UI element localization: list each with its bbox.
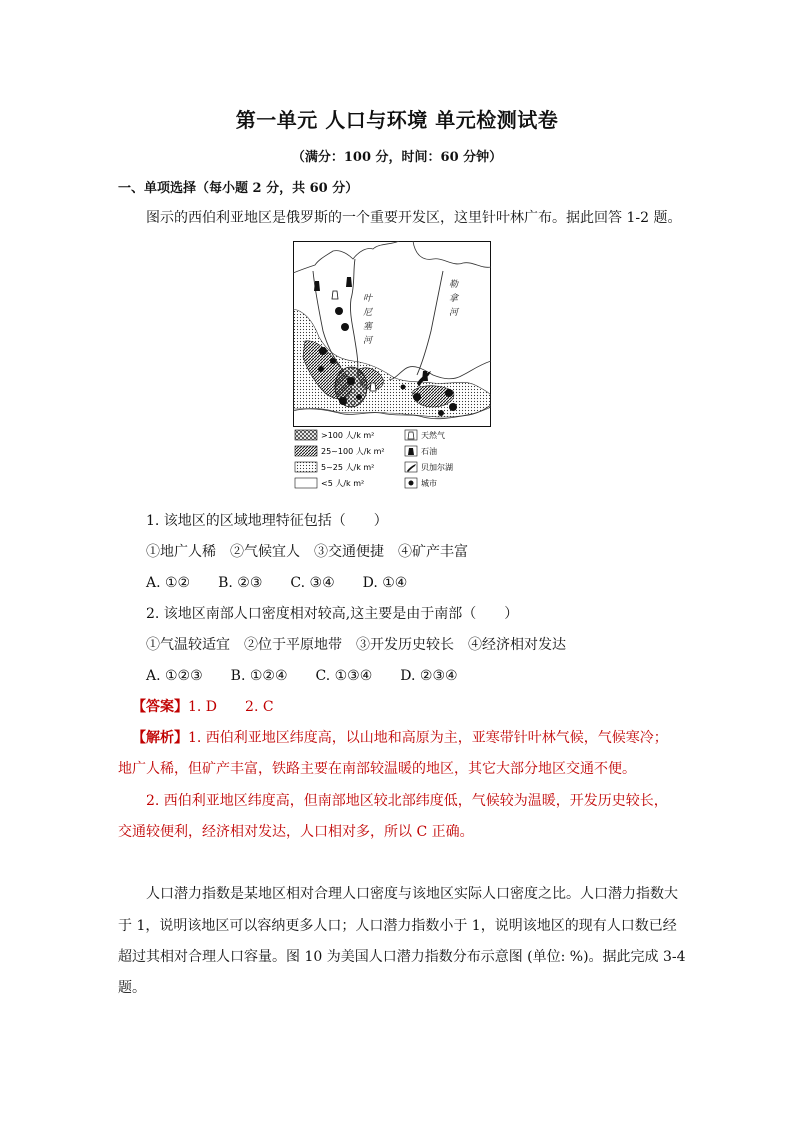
- exam-subtitle: （满分：100 分，时间：60 分钟）: [291, 150, 503, 165]
- city-icon: [449, 403, 457, 411]
- question-2-options: A. ①②③ B. ①②④ C. ①③④ D. ②③④: [146, 668, 458, 684]
- answer-line: [132, 696, 274, 716]
- legend-label: 石油: [421, 447, 437, 456]
- city-icon: [341, 323, 349, 331]
- gas-icon: [370, 383, 376, 391]
- city-icon: [339, 397, 347, 405]
- question-2-stem: 2. 该地区南部人口密度相对较高,这主要是由于南部（ ）: [146, 606, 519, 622]
- legend-item: [405, 430, 445, 440]
- oil-icon: [422, 371, 428, 381]
- question-intro: 图示的西伯利亚地区是俄罗斯的一个重要开发区，这里针叶林广布。据此回答 1-2 题。: [146, 210, 682, 226]
- question-2-choices: ①气温较适宜 ②位于平原地带 ③开发历史较长 ④经济相对发达: [146, 637, 566, 653]
- legend-label: 25~100 人/k m²: [321, 447, 385, 456]
- city-icon: [319, 347, 327, 355]
- oil-icon: [408, 448, 414, 455]
- city-icon: [401, 385, 406, 390]
- oil-icon: [314, 281, 320, 291]
- answer-tag: 【答案】: [132, 699, 188, 715]
- legend-label: 城市: [421, 479, 437, 488]
- river-label-yenisei: 河: [363, 336, 373, 346]
- analysis-text-1: 1. 西伯利亚地区纬度高，以山地和高原为主，亚寒带针叶林气候，气候寒冷；: [188, 730, 668, 746]
- passage-line-1: 人口潜力指数是某地区相对合理人口密度与该地区实际人口密度之比。人口潜力指数大: [146, 886, 678, 902]
- legend-item: [295, 478, 364, 488]
- page-title: 第一单元 人口与环境 单元检测试卷: [235, 108, 559, 132]
- legend-item: [405, 462, 453, 472]
- river-label-yenisei: 尼: [363, 308, 373, 318]
- legend-label: >100 人/k m²: [321, 431, 375, 440]
- question-1-options: A. ①② B. ②③ C. ③④ D. ①④: [146, 575, 408, 591]
- passage-line-4: 题。: [118, 980, 146, 996]
- question-1-choices: ①地广人稀 ②气候宜人 ③交通便捷 ④矿产丰富: [146, 544, 468, 560]
- passage-line-3: 超过其相对合理人口容量。图 10 为美国人口潜力指数分布示意图 (单位: %)。据此完成 3-4: [118, 949, 686, 965]
- siberia-map: [293, 241, 491, 427]
- city-icon: [330, 358, 336, 364]
- section-heading: 一、单项选择（每小题 2 分，共 60 分）: [118, 181, 359, 196]
- passage-line-2: 于 1，说明该地区可以容纳更多人口；人口潜力指数小于 1，说明该地区的现有人口数已经: [118, 918, 677, 934]
- city-icon: [347, 377, 355, 385]
- analysis-line-4: 交通较便利，经济相对发达，人口相对多，所以 C 正确。: [118, 824, 474, 840]
- analysis-line-1: [132, 727, 668, 747]
- city-icon: [318, 366, 324, 372]
- gas-icon: [408, 432, 414, 439]
- gas-icon: [332, 291, 338, 299]
- city-icon: [356, 394, 362, 400]
- legend-item: [295, 430, 374, 440]
- river-label-yenisei: 叶: [363, 294, 373, 304]
- city-icon: [409, 481, 414, 486]
- city-icon: [335, 307, 343, 315]
- city-icon: [438, 410, 444, 416]
- river-label-lena: 勒: [449, 280, 459, 290]
- legend-label: 天然气: [421, 431, 445, 440]
- legend-item: [405, 446, 437, 456]
- river-label-yenisei: 塞: [363, 322, 373, 332]
- river-label-lena: 河: [449, 308, 459, 318]
- river-label-lena: 拿: [449, 294, 459, 304]
- question-1-stem: 1. 该地区的区域地理特征包括（ ）: [146, 513, 388, 529]
- legend-label: 贝加尔湖: [421, 463, 453, 472]
- legend-label: 5~25 人/k m²: [321, 463, 375, 472]
- analysis-line-3: 2. 西伯利亚地区纬度高，但南部地区较北部纬度低，气候较为温暖，开发历史较长，: [146, 793, 668, 809]
- city-icon: [445, 389, 453, 397]
- map-legend: [293, 428, 491, 492]
- answer-text: 1. D 2. C: [188, 699, 274, 715]
- legend-item: [295, 446, 385, 456]
- analysis-line-2: 地广人稀，但矿产丰富，铁路主要在南部较温暖的地区，其它大部分地区交通不便。: [118, 761, 636, 777]
- legend-item: [405, 478, 437, 488]
- analysis-tag: 【解析】: [132, 730, 188, 746]
- city-icon: [413, 393, 421, 401]
- legend-label: <5 人/k m²: [321, 479, 365, 488]
- legend-item: [295, 462, 374, 472]
- oil-icon: [346, 277, 352, 287]
